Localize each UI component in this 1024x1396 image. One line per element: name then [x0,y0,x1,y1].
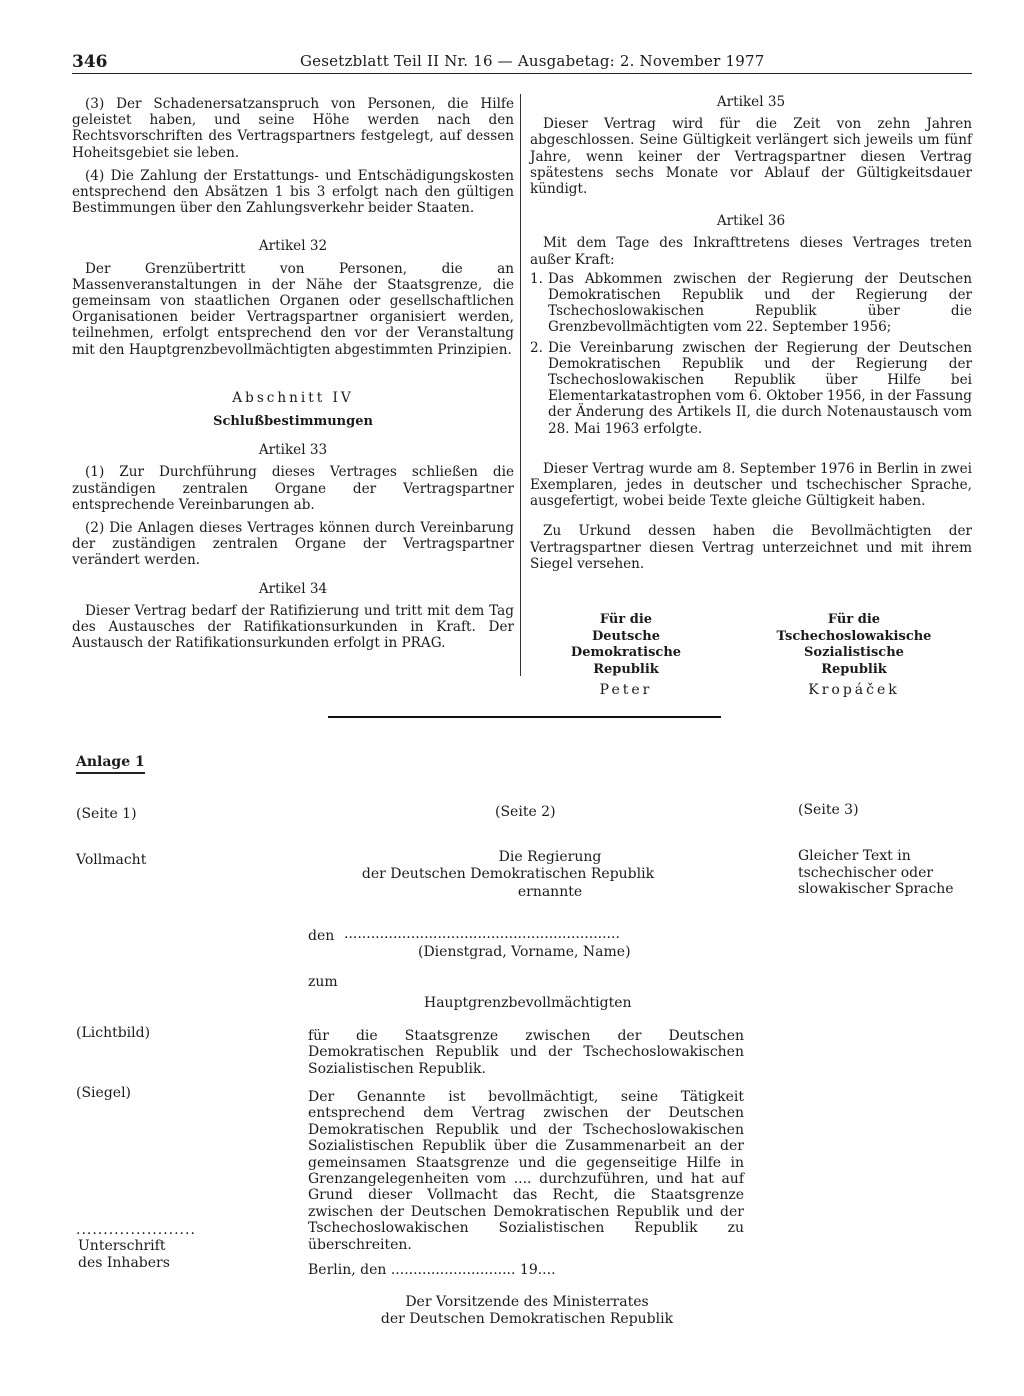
article-35-text: Dieser Vertrag wird für die Zeit von zehn Jahren abgeschlossen. Seine Gültigkeit verlängert sich jeweils um fünf Jahre, wenn keiner der Vertragspartner diesen Vertrag spätestens sechs Monate vor Ablauf der Gültigkeitsdauer kündigt. [530,116,972,198]
list-number: 2. [530,339,543,356]
signature-line: Tschechoslowakische Sozialistische [776,628,932,660]
signatory-name: Kropáček [808,682,900,698]
dienstgrad-caption: (Dienstgrad, Vorname, Name) [418,944,631,960]
seite-1-label: (Seite 1) [76,806,137,822]
hauptgrenzbevollmaechtigten-label: Hauptgrenzbevollmächtigten [424,995,632,1011]
column-divider [520,94,521,676]
article-32-text: Der Grenzübertritt von Personen, die an Massenveranstaltungen in der Nähe der Staatsgrenze, die gemeinsam von staatlichen Organen oder gesellschaftlichen Organisationen beider Vertragspartner organisiert werden, teilnehmen, erfolgt entsprechend den vor der Veranstaltung mit den Hauptgrenzbevollmächtigten abgestimmten Prinzipien. [72,260,514,358]
vollmacht-label: Vollmacht [76,852,147,868]
article-34-text: Dieser Vertrag bedarf der Ratifizierung und tritt mit dem Tag des Austausches der Ratifikationsurkunden in Kraft. Der Austausch der Ratifikationsurkunden erfolgt in PRAG. [72,602,514,652]
section-heading: Abschnitt IV [232,389,354,406]
signature-gdr [536,612,716,699]
staatsgrenze-paragraph: für die Staatsgrenze zwischen der Deutschen Demokratischen Republik und der Tschechoslowakischen Sozialistischen Republik. [308,1028,744,1077]
seite-2-label: (Seite 2) [495,804,556,820]
regierung-line: Die Regierung [498,849,602,865]
header-title: Gesetzblatt Teil II Nr. 16 — Ausgabetag: 2. November 1977 [300,52,765,70]
vorsitzende-line: der Deutschen Demokratischen Republik [380,1310,674,1327]
article-31-paragraph-4: (4) Die Zahlung der Erstattungs- und Entschädigungskosten entsprechend den Absätzen 1 bis 3 erfolgt nach den gültigen Bestimmungen über den Zahlungsverkehr beider Staaten. [72,167,514,217]
right-column [530,94,972,579]
den-label: den [308,928,335,944]
ernannte-label: ernannte [517,884,583,900]
berlin-date-line: Berlin, den ............................ 19.... [308,1262,556,1278]
regierung-block [340,849,760,901]
article-36-intro: Mit dem Tage des Inkrafttretens dieses Vertrages treten außer Kraft: [530,235,972,268]
article-33-heading: Artikel 33 [258,442,328,459]
lichtbild-placeholder: (Lichtbild) [76,1025,151,1041]
section-divider-rule [328,716,721,718]
signature-line: Deutsche Demokratische [570,628,682,660]
vorsitzende-block [340,1294,714,1327]
siegel-placeholder: (Siegel) [76,1085,132,1101]
article-34-heading: Artikel 34 [258,580,328,597]
signature-cssr [726,612,982,699]
signature-line: Für die [827,612,881,627]
article-32-heading: Artikel 32 [258,238,328,255]
signature-line: Republik [593,661,659,677]
header-rule [72,73,972,74]
list-item [530,271,972,336]
seite-3-text-line: tschechischer oder [798,864,934,881]
signature-line: Für die [599,612,653,627]
seite-3-label: (Seite 3) [798,802,859,818]
unterschrift-line: Unterschrift [78,1238,166,1254]
unterschrift-label [78,1238,170,1271]
list-text: Das Abkommen zwischen der Regierung der Deutschen Demokratischen Republik und der Regierung der Tschechoslowakischen Republik über die Grenzbevollmächtigten vom 22. September 1956; [548,270,972,336]
article-36-heading: Artikel 36 [716,213,786,230]
seite-3-text [798,848,954,898]
name-fill-line: .............................................................. [344,926,620,942]
article-33-paragraph-2: (2) Die Anlagen dieses Vertrages können durch Vereinbarung der zuständigen zentralen Organe der Vertragspartner verändert werden. [72,520,514,569]
vorsitzende-line: Der Vorsitzende des Ministerrates [405,1294,649,1310]
signatory-name: Peter [599,682,653,698]
signature-fill-line: ...................... [76,1222,196,1238]
list-text: Die Vereinbarung zwischen der Regierung der Deutschen Demokratischen Republik und der Regierung der Tschechoslowakischen Republik über Hilfe bei Elementarkatastrophen vom 6. Oktober 1956, in der Fassung der Änderung des Artikels II, die durch Notenaustausch vom 28. Mai 1963 erfolgte. [548,339,972,437]
closing-paragraph-2: Zu Urkund dessen haben die Bevollmächtigten der Vertragspartner diesen Vertrag unterzeichnet und mit ihrem Siegel versehen. [530,523,972,572]
list-number: 1. [530,270,543,287]
section-subheading: Schlußbestimmungen [213,414,373,430]
seite-3-text-line: Gleicher Text in [798,848,911,864]
article-33-paragraph-1: (1) Zur Durchführung dieses Vertrages schließen die zuständigen zentralen Organe der Vertragspartner entsprechende Vereinbarungen ab. [72,464,514,513]
unterschrift-line: des Inhabers [78,1254,170,1271]
page-number: 346 [72,52,108,72]
closing-paragraph-1: Dieser Vertrag wurde am 8. September 1976 in Berlin in zwei Exemplaren, jedes in deutscher und tschechischer Sprache, ausgefertigt, wobei beide Texte gleiche Gültigkeit haben. [530,460,972,510]
list-item [530,340,972,437]
bevollmaechtigt-paragraph: Der Genannte ist bevollmächtigt, seine Tätigkeit entsprechend dem Vertrag zwischen der Deutschen Demokratischen Republik und der Tschechoslowakischen Sozialistischen Republik über die Zusammenarbeit an der gemeinsamen Staatsgrenze und die gegenseitige Hilfe in Grenzangelegenheiten vom .... durchzuführen, und hat auf Grund dieser Vollmacht das Recht, die Staatsgrenze zwischen der Deutschen Demokratischen Republik und der Tschechoslowakischen Sozialistischen Republik zu überschreiten. [308,1089,744,1253]
zum-label: zum [308,974,338,990]
anlage-title: Anlage 1 [76,754,145,774]
article-35-heading: Artikel 35 [716,94,786,110]
regierung-line: der Deutschen Demokratischen Republik [361,865,655,882]
signature-line: Republik [821,661,887,677]
seite-3-text-line: slowakischer Sprache [798,881,954,897]
article-31-paragraph-3: (3) Der Schadenersatzanspruch von Personen, die Hilfe geleistet haben, und seine Höhe werden nach den Rechtsvorschriften des Vertragspartners festgelegt, auf dessen Hoheitsgebiet sie leben. [72,96,514,161]
left-column [72,96,514,658]
